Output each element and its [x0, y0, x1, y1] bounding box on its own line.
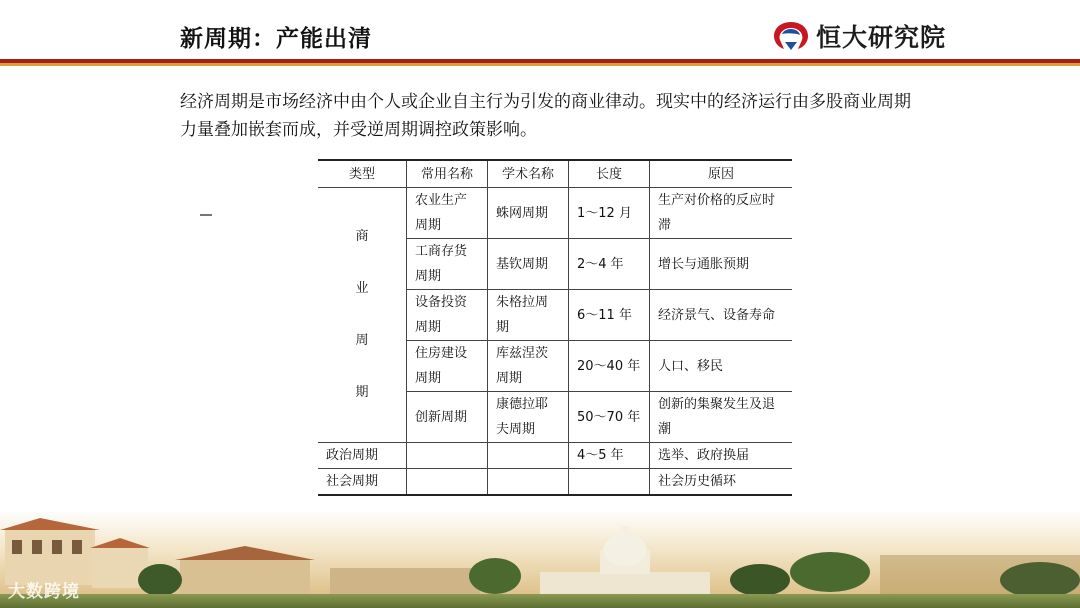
table-row: [318, 469, 792, 496]
cell-length: 2～4 年: [569, 239, 650, 290]
cell-length: 20～40 年: [569, 341, 650, 392]
cell-length: 4～5 年: [569, 443, 650, 469]
cell-length: 50～70 年: [569, 392, 650, 443]
cell-academic-name: 朱格拉周期: [488, 290, 569, 341]
business-cycle-table: [318, 159, 792, 496]
table-row: [318, 443, 792, 469]
type-char: 周: [355, 333, 369, 348]
table-header-row: [318, 160, 792, 188]
cell-length: [569, 469, 650, 496]
type-char: 商: [355, 229, 369, 244]
cell-cause: 选举、政府换届: [650, 443, 793, 469]
cell-cause: 社会历史循环: [650, 469, 793, 496]
header-divider-gold: [0, 63, 1080, 66]
cell-academic-name: [488, 469, 569, 496]
cell-length: 1～12 月: [569, 188, 650, 239]
cell-academic-name: [488, 443, 569, 469]
cell-academic-name: 库兹涅茨周期: [488, 341, 569, 392]
type-char: 业: [355, 281, 369, 296]
type-char: 期: [355, 385, 369, 400]
slide-title: 新周期：产能出清: [180, 26, 372, 52]
header-academic-name: 学术名称: [488, 160, 569, 188]
brand: [772, 18, 946, 54]
cell-common-name: 设备投资周期: [407, 290, 488, 341]
scenery-illustration: [0, 510, 1080, 608]
table-row: [318, 188, 792, 239]
header-cause: 原因: [650, 160, 793, 188]
cell-cause: 生产对价格的反应时滞: [650, 188, 793, 239]
header-length: 长度: [569, 160, 650, 188]
cell-common-name: 创新周期: [407, 392, 488, 443]
cell-academic-name: 蛛网周期: [488, 188, 569, 239]
cell-academic-name: 康德拉耶夫周期: [488, 392, 569, 443]
watermark: 大数跨境: [8, 582, 80, 602]
cell-common-name: 农业生产周期: [407, 188, 488, 239]
cell-academic-name: 基钦周期: [488, 239, 569, 290]
cell-cause: 创新的集聚发生及退潮: [650, 392, 793, 443]
cell-type: 社会周期: [318, 469, 407, 496]
header-common-name: 常用名称: [407, 160, 488, 188]
cell-common-name: [407, 469, 488, 496]
cell-common-name: 工商存货周期: [407, 239, 488, 290]
evergrande-logo-icon: [772, 20, 810, 52]
cell-cause: 人口、移民: [650, 341, 793, 392]
cell-cause: 增长与通胀预期: [650, 239, 793, 290]
type-business-cycle: [318, 188, 407, 443]
brand-name: 恒大研究院: [816, 23, 947, 52]
cell-common-name: 住房建设周期: [407, 341, 488, 392]
cell-type: 政治周期: [318, 443, 407, 469]
cell-length: 6～11 年: [569, 290, 650, 341]
header-type: 类型: [318, 160, 407, 188]
cell-common-name: [407, 443, 488, 469]
footer-scenery: [0, 510, 1080, 608]
cell-cause: 经济景气、设备寿命: [650, 290, 793, 341]
intro-paragraph: 经济周期是市场经济中由个人或企业自主行为引发的商业律动。现实中的经济运行由多股商业周期力量叠加嵌套而成，并受逆周期调控政策影响。: [180, 92, 911, 140]
slide-header: [0, 0, 1080, 60]
stray-mark: [200, 214, 212, 216]
